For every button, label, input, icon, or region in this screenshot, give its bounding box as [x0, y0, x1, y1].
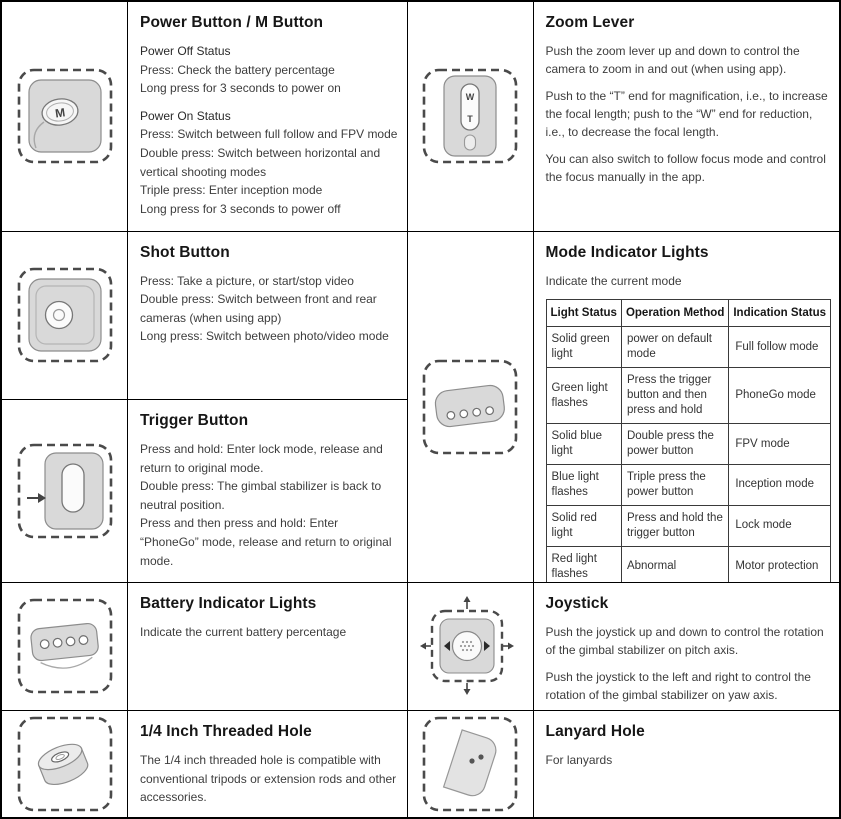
instruction-line: Press: Switch between full follow and FPV mode — [140, 127, 398, 142]
instruction-line: Double press: Switch between front and rear cameras (when using app) — [140, 292, 377, 325]
power-off-status-heading: Power Off Status — [140, 44, 231, 58]
table-row — [546, 505, 831, 546]
operation-method-cell: Press the trigger button and then press and hold — [621, 368, 728, 424]
section-joystick — [408, 583, 840, 712]
light-status-cell: Solid blue light — [546, 424, 621, 465]
instruction-paragraph: Push to the “T” end for magnification, i.e., to increase the focal length; push to the “W” end for reduction, i.e., to decrease the focal length. — [545, 89, 828, 139]
light-status-cell: Green light flashes — [546, 368, 621, 424]
section-title: Trigger Button — [140, 412, 249, 429]
section-title: Battery Indicator Lights — [140, 594, 317, 612]
table-header-indication-status: Indication Status — [729, 299, 831, 327]
instruction-line: The 1/4 inch threaded hole is compatible with conventional tripods or extension rods and other accessories. — [140, 753, 397, 805]
indication-status-cell: Full follow mode — [729, 327, 831, 368]
operation-method-cell: Triple press the power button — [621, 465, 728, 506]
right-column — [408, 2, 840, 817]
instruction-line: Long press for 3 seconds to power off — [140, 201, 341, 216]
power-on-status-heading: Power On Status — [140, 108, 231, 123]
table-row — [546, 465, 831, 506]
zoom-t-label: T — [467, 114, 473, 125]
section-title: Shot Button — [140, 243, 230, 261]
trigger-button-icon — [15, 441, 115, 541]
table-row — [546, 368, 831, 424]
mode-indicator-lights-icon — [420, 357, 520, 457]
section-trigger-button — [2, 400, 407, 583]
section-title: Mode Indicator Lights — [545, 243, 709, 261]
m-button-label: M — [53, 105, 66, 121]
table-header-operation-method: Operation Method — [621, 299, 728, 327]
light-status-cell: Red light flashes — [546, 546, 621, 582]
instruction-paragraph: For lanyards — [545, 753, 613, 767]
mode-indicator-table — [546, 299, 832, 583]
section-lanyard-hole — [408, 711, 840, 817]
indication-status-cell: PhoneGo mode — [729, 368, 831, 424]
section-mode-indicator — [408, 232, 840, 583]
instruction-line: Press: Check the battery percentage — [140, 62, 335, 77]
instruction-line: Press: Take a picture, or start/stop video — [140, 273, 354, 288]
operation-method-cell: Double press the power button — [621, 424, 728, 465]
table-row — [546, 327, 831, 368]
instruction-line: Press and hold: Enter lock mode, release and return to original mode. — [140, 442, 383, 475]
battery-indicator-icon — [15, 596, 115, 696]
section-title: 1/4 Inch Threaded Hole — [140, 723, 312, 740]
indication-status-cell: FPV mode — [729, 424, 831, 465]
section-threaded-hole — [2, 711, 407, 817]
instruction-line: Long press for 3 seconds to power on — [140, 81, 341, 96]
instruction-paragraph: You can also switch to follow focus mode and control the focus manually in the app. — [545, 152, 826, 184]
instruction-line: Indicate the current battery percentage — [140, 624, 347, 639]
instruction-paragraph: Push the joystick to the left and right to control the rotation of the gimbal stabilizer on yaw axis. — [545, 669, 811, 702]
light-status-cell: Solid green light — [546, 327, 621, 368]
table-row — [546, 546, 831, 582]
section-title: Power Button / M Button — [140, 14, 324, 31]
instruction-line: Double press: The gimbal stabilizer is back to neutral position. — [140, 479, 382, 512]
section-title: Zoom Lever — [545, 14, 635, 31]
section-zoom-lever — [408, 2, 840, 232]
table-header-light-status: Light Status — [546, 299, 621, 327]
instruction-line: Double press: Switch between horizontal and vertical shooting modes — [140, 145, 381, 179]
left-column — [2, 2, 408, 817]
operation-method-cell: power on default mode — [621, 327, 728, 368]
threaded-hole-icon — [15, 714, 115, 814]
section-shot-button — [2, 232, 407, 401]
power-m-button-icon — [15, 66, 115, 166]
table-row — [546, 424, 831, 465]
joystick-icon — [420, 596, 520, 696]
zoom-w-label: W — [465, 92, 475, 103]
section-power-button — [2, 2, 407, 232]
instruction-line: Long press: Switch between photo/video mode — [140, 329, 389, 344]
lanyard-hole-icon — [420, 714, 520, 814]
operation-method-cell: Press and hold the trigger button — [621, 505, 728, 546]
operation-method-cell: Abnormal — [621, 546, 728, 582]
indication-status-cell: Lock mode — [729, 505, 831, 546]
light-status-cell: Solid red light — [546, 505, 621, 546]
indication-status-cell: Inception mode — [729, 465, 831, 506]
instruction-paragraph: Push the joystick up and down to control the rotation of the gimbal stabilizer on pitch axis. — [545, 624, 824, 657]
zoom-lever-icon — [420, 66, 520, 166]
instruction-line: Triple press: Enter inception mode — [140, 183, 323, 198]
light-status-cell: Blue light flashes — [546, 465, 621, 506]
mode-subtitle: Indicate the current mode — [545, 273, 682, 288]
instruction-paragraph: Push the zoom lever up and down to control the camera to zoom in and out (when using app). — [545, 44, 800, 76]
shot-button-icon — [15, 265, 115, 365]
indication-status-cell: Motor protection — [729, 546, 831, 582]
section-title: Lanyard Hole — [545, 723, 645, 740]
section-battery-indicator — [2, 583, 407, 712]
instruction-line: Press and then press and hold: Enter “PhoneGo” mode, release and return to original mode. — [140, 516, 392, 568]
section-title: Joystick — [545, 594, 609, 612]
